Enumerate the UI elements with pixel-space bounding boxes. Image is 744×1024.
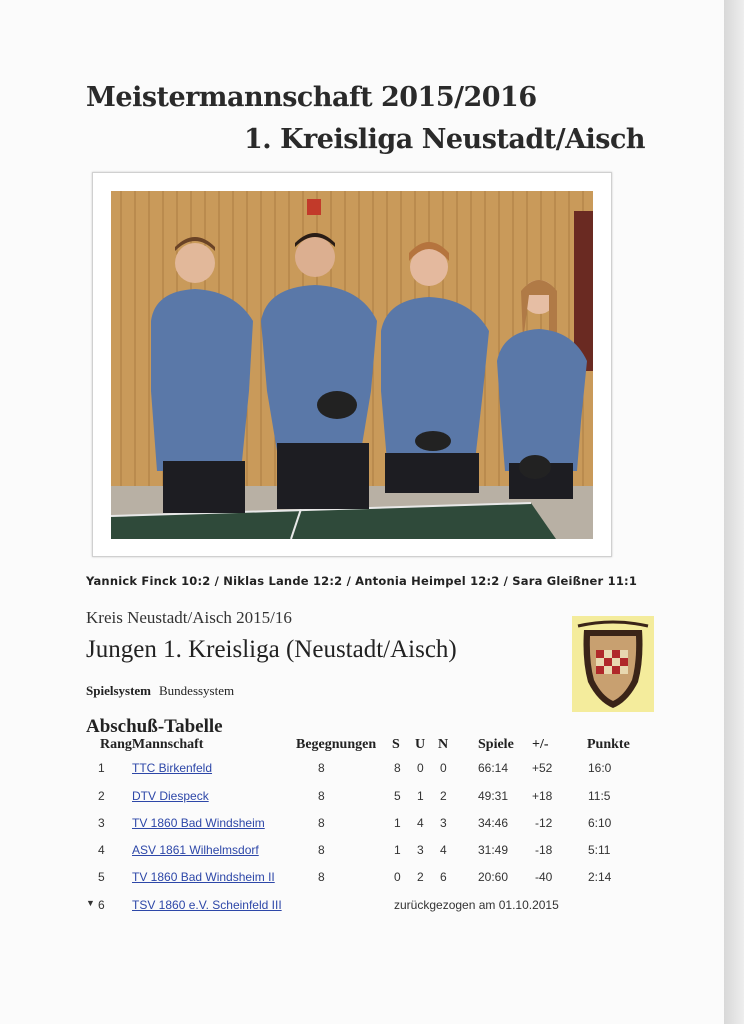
spiele: 31:49 (478, 843, 509, 857)
niederlagen: 3 (440, 816, 447, 830)
unentschieden: 1 (417, 789, 424, 803)
punkte: 5:11 (588, 843, 611, 857)
begegnungen: 8 (318, 789, 325, 803)
team-link[interactable]: TTC Birkenfeld (132, 761, 213, 775)
niederlagen: 2 (440, 789, 447, 803)
rank: 1 (98, 761, 105, 775)
team-photo-frame (92, 172, 612, 557)
diff: +52 (532, 761, 553, 775)
header-u: U (415, 737, 426, 752)
begegnungen: 8 (318, 843, 325, 857)
table-title: Abschuß-Tabelle (86, 716, 223, 737)
team-link[interactable]: DTV Diespeck (132, 789, 209, 803)
rank: 5 (98, 870, 105, 884)
spielsystem (86, 683, 234, 699)
table-row (86, 870, 646, 890)
team-link[interactable]: TV 1860 Bad Windsheim II (132, 870, 275, 884)
club-logo (572, 616, 654, 712)
page-edge (724, 0, 744, 1024)
header-punkte: Punkte (587, 737, 630, 752)
siege: 1 (394, 816, 401, 830)
club-crest-icon (572, 616, 654, 712)
table-row (86, 843, 646, 863)
siege: 1 (394, 843, 401, 857)
unentschieden: 2 (417, 870, 424, 884)
niederlagen: 4 (440, 843, 447, 857)
spielsystem-label: Spielsystem (86, 683, 151, 698)
niederlagen: 0 (440, 761, 447, 775)
punkte: 6:10 (588, 816, 612, 830)
begegnungen: 8 (318, 761, 325, 775)
page-subtitle: 1. Kreisliga Neustadt/Aisch (244, 124, 646, 155)
diff: -18 (535, 843, 553, 857)
siege: 5 (394, 789, 401, 803)
spiele: 49:31 (478, 789, 509, 803)
unentschieden: 3 (417, 843, 424, 857)
punkte: 16:0 (588, 761, 612, 775)
team-photo-illustration (111, 191, 593, 539)
table-row (86, 761, 646, 781)
rank: 2 (98, 789, 105, 803)
unentschieden: 0 (417, 761, 424, 775)
team-link[interactable]: TV 1860 Bad Windsheim (132, 816, 265, 830)
header-n: N (438, 737, 449, 752)
team-link[interactable]: TSV 1860 e.V. Scheinfeld III (132, 898, 282, 912)
niederlagen: 6 (440, 870, 447, 884)
siege: 8 (394, 761, 401, 775)
begegnungen: 8 (318, 870, 325, 884)
unentschieden: 4 (417, 816, 424, 830)
table-row-withdrawn (86, 898, 646, 918)
header-spiele: Spiele (478, 737, 514, 752)
kreis-label: Kreis Neustadt/Aisch 2015/16 (86, 608, 292, 627)
team-link[interactable]: ASV 1861 Wilhelmsdorf (132, 843, 259, 857)
header-s: S (392, 737, 400, 752)
rank: 3 (98, 816, 105, 830)
spiele: 20:60 (478, 870, 509, 884)
siege: 0 (394, 870, 401, 884)
diff: -12 (535, 816, 553, 830)
players-scores: Yannick Finck 10:2 / Niklas Lande 12:2 / Antonia Heimpel 12:2 / Sara Gleißner 11:1 (86, 574, 638, 588)
rank: 6 (98, 898, 105, 912)
team-photo (111, 191, 593, 539)
punkte: 11:5 (588, 789, 611, 803)
diff: -40 (535, 870, 553, 884)
withdrawn-note: zurückgezogen am 01.10.2015 (394, 898, 559, 912)
spielsystem-value: Bundessystem (159, 683, 235, 698)
spiele: 66:14 (478, 761, 509, 775)
diff: +18 (532, 789, 553, 803)
begegnungen: 8 (318, 816, 325, 830)
header-diff: +/- (532, 737, 549, 752)
league-name: Jungen 1. Kreisliga (Neustadt/Aisch) (86, 636, 457, 663)
header-begegnungen: Begegnungen (296, 737, 377, 752)
header-rang-mannschaft: RangMannschaft (100, 737, 204, 752)
rank: 4 (98, 843, 105, 857)
table-row (86, 816, 646, 836)
table-row (86, 789, 646, 809)
page-title: Meistermannschaft 2015/2016 (86, 82, 537, 113)
spiele: 34:46 (478, 816, 509, 830)
punkte: 2:14 (588, 870, 612, 884)
caret-down-icon: ▼ (86, 898, 95, 908)
